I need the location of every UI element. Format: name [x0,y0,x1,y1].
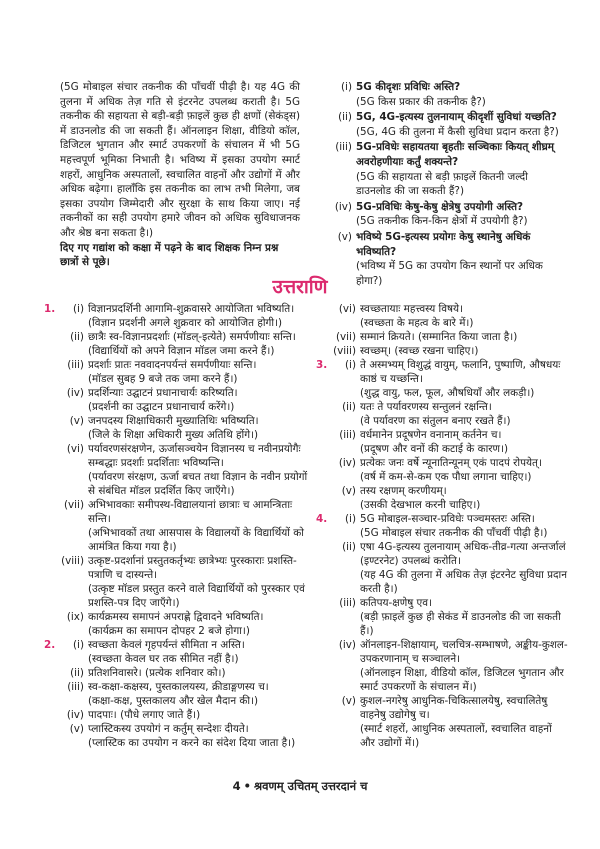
answer-hindi: (स्वच्छता केवल घर तक सीमित नहीं है।) [88,653,239,665]
answer-label: (iii) [339,597,356,609]
answer-body [88,358,308,386]
question-label: (ii) [338,111,352,124]
question-label: (iv) [334,200,352,213]
footer-separator: • [243,779,251,793]
answer-body [88,610,308,638]
answer-label: (iii) [67,359,84,371]
answer-sanskrit: कार्यक्रमस्य समापनं अपराह्णे द्विवादने भविष्यति। [88,611,264,623]
answer-hindi: (अभिभावकों तथा आसपास के विद्यालयों के विद्यार्थियों को आमंत्रित किया गया है।) [88,527,304,553]
answer-hindi: (कक्षा-कक्ष, पुस्तकालय और खेल मैदान की।) [88,695,259,707]
answer-sanskrit: छात्रैः स्व-विज्ञानप्रदर्शाः (मॉडल्-इत्येते) समर्पणीयाः सन्ति। [88,331,296,343]
answer-item [330,428,568,456]
answer-label: (iv) [66,387,84,399]
answers-heading: उत्तराणि [272,276,328,298]
answer-sanskrit: कुशल-नगरेषु आधुनिक-चिकित्सालयेषु, स्वचालितेषु वाहनेषु उद्योगेषु च। [360,695,548,721]
question-sanskrit: भविष्ये 5G-इत्यस्य प्रयोगः केषु स्थानेषु अधिकं भविष्यति? [356,230,531,258]
answer-body [360,358,568,400]
passage [60,80,300,270]
answer-hindi: (शुद्ध वायु, फल, फूल, औषधियाँ और लकड़ी।) [360,387,535,399]
answer-item [330,344,568,358]
answer-body [360,456,568,484]
answer-sanskrit: स्वच्छतायाः महत्त्वस्य विषये। [360,303,463,315]
question-body [356,200,566,229]
answer-item [58,498,308,554]
answer-label: (vi) [66,443,84,455]
question-label: (v) [337,230,352,243]
answer-group-number: 3. [316,359,328,371]
answer-body [360,400,568,428]
answer-sanskrit: प्रदर्शिन्याः उद्घाटनं प्रधानाचार्यः करिष्यति। [88,387,238,399]
answer-sanskrit: प्रत्येकः जनः वर्षे न्यूनातिन्यूनम् एकं पादपं रोपयेत्। [360,457,542,469]
answer-group-number: 2. [44,639,56,651]
question-body [356,110,566,139]
answer-item [330,540,568,596]
answer-label: (ii) [342,401,356,413]
answer-sanskrit: वर्धमानेन प्रदूषणेन वनानाम् कर्तनेन च। [360,429,502,441]
answer-hindi: (बड़ी फ़ाइलें कुछ ही सेकंड में डाउनलोड की जा सकती हैं।) [360,611,561,637]
answer-item [58,666,308,680]
answer-label: (ix) [66,611,84,623]
answer-hindi: (उत्कृष्ट मॉडल प्रस्तुत करने वाले विद्यार्थियों को पुरस्कार एवं प्रशस्ति-पत्र दिए जाएँगे।) [88,583,305,609]
answer-body [88,330,308,358]
answer-label: (v) [69,723,84,735]
answer-body [360,694,568,750]
answer-item [330,330,568,344]
answer-sanskrit: स्वच्छता केवलं गृहपर्यन्तं सीमिता न अस्ति। [88,639,245,651]
question-hindi: (5G, 4G की तुलना में कैसी सुविधा प्रदान करता है?) [356,125,559,138]
question-list [330,80,566,289]
answer-label: (ii) [70,667,84,679]
answers-right-column [316,302,568,750]
answer-hindi: (स्मार्ट शहरों, आधुनिक अस्पतालों, स्वचालित वाहनों और उद्योगों में।) [360,723,552,749]
answer-sanskrit: ते अस्मभ्यम् विशुद्धं वायुम्, फलानि, पुष्पाणि, औषधयः काष्ठं च यच्छन्ति। [360,359,561,385]
answer-item [58,708,308,722]
answer-group [316,358,568,512]
answer-item [330,358,568,400]
answer-item [58,722,308,750]
answer-hindi: (स्वच्छता के महत्व के बारे में।) [360,317,474,329]
question-hindi: (5G की सहायता से बड़ी फ़ाइलें कितनी जल्दी डाउनलोड की जा सकती हैं?) [356,170,528,198]
answer-group-number-spacer [316,302,330,358]
answer-items [330,358,568,512]
passage-text: (5G मोबाइल संचार तकनीक की पाँचवीं पीढ़ी है। यह 4G की तुलना में अधिक तेज़ गति से इंटरनेट उपलब्ध कराती है। 5G तकनीक की सहायता से बड़ी-बड़ी फ़ाइलें कुछ ही क्षणों (सेकंड्स) में डाउनलोड की जा सकती हैं। ऑनलाइन शिक्षा, वीडियो कॉल, डिजिटल भुगतान और स्मार्ट उपकरणों के संचालन में भी 5G महत्त्वपूर्ण भूमिका निभाती है। भविष्य में इसका उपयोग स्मार्ट शहरों, आधुनिक अस्पतालों, स्वचालित वाहनों और उद्योगों में और अधिक बढ़ेगा। हालाँकि इस तकनीक का लाभ तभी मिलेगा, जब इसका उपयोग जिम्मेदारी और सुरक्षा के साथ किया जाए। नई तकनीकों का सही उपयोग हमारे जीवन को अधिक सुविधाजनक और श्रेष्ठ बना सकता है।) [60,81,300,239]
question-sanskrit: 5G-प्रविधिः केषु-केषु क्षेत्रेषु उपयोगी अस्ति? [356,200,524,213]
answer-body [360,638,568,694]
answer-body [88,722,308,750]
answer-item [330,456,568,484]
question-item [330,140,566,198]
answer-item [58,638,308,666]
answer-item [330,638,568,694]
answer-item [58,680,308,708]
answer-sanskrit: अभिभावकाः समीपस्थ-विद्यालयानां छात्राः च आमन्त्रिताः सन्ति। [88,499,293,525]
answer-hindi: (स्वच्छ रखना चाहिए।) [394,345,479,357]
answer-sanskrit: प्लास्टिकस्य उपयोगं न कर्तुम् सन्देशः दीयते। [88,723,249,735]
answer-body [360,344,568,358]
answer-sanskrit: यतः ते पर्यावरणस्य सन्तुलनं रक्षन्ति। [360,401,492,413]
answer-label: (vi) [338,303,356,315]
answer-sanskrit: स्व-कक्षा-कक्षस्य, पुस्तकालयस्य, क्रीडाङ्गणस्य च। [88,681,269,693]
question-hindi: (5G तकनीक किन-किन क्षेत्रों में उपयोगी है?) [356,215,528,228]
answer-item [58,414,308,442]
answer-label: (vii) [335,331,356,343]
question-body [356,140,566,198]
answer-body [360,512,568,540]
answer-items [58,638,308,750]
answer-label: (ii) [70,331,84,343]
answer-label: (v) [341,485,356,497]
chapter-title: श्रवणम् उचितम् उत्तरदानं च [253,779,368,793]
answer-sanskrit: स्वच्छम्। [360,345,392,357]
answer-body [88,708,308,722]
answer-hindi: (ऑनलाइन शिक्षा, वीडियो कॉल, डिजिटल भुगतान और स्मार्ट उपकरणों के संचालन में।) [360,667,564,693]
answer-body [360,330,568,344]
answer-group-continued [316,302,568,358]
answer-sanskrit: सम्मानं क्रियते। [360,331,415,343]
question-label: (iii) [335,141,352,154]
answer-body [360,484,568,512]
answer-hindi: (यह 4G की तुलना में अधिक तेज़ इंटरनेट सुविधा प्रदान करती है।) [360,569,567,595]
answer-hindi: (उसकी देखभाल करनी चाहिए।) [360,499,481,511]
answer-hindi: (कार्यक्रम का समापन दोपहर 2 बजे होगा।) [88,625,250,637]
answer-sanskrit: प्रतिशनिवासरे। [88,667,142,679]
answer-item [58,442,308,498]
answer-body [88,554,308,610]
answer-sanskrit: उत्कृष्ट-प्रदर्शानां प्रस्तुतकर्तृभ्यः छात्रेभ्यः पुरस्काराः प्रशस्ति-पत्राणि च दास्यन्ते। [88,555,297,581]
answer-label: (v) [341,695,356,707]
answer-items [330,512,568,750]
answer-sanskrit: एषा 4G-इत्यस्य तुलनायाम् अधिक-तीव्र-गत्या अन्तर्जालं (इण्टरनेट) उपलब्धं करोति। [360,541,566,567]
answer-body [88,638,308,666]
answer-item [58,358,308,386]
question-item [330,200,566,229]
question-hindi: (5G किस प्रकार की तकनीक है?) [356,95,486,108]
answer-hindi: (वे पर्यावरण का संतुलन बनाए रखते हैं।) [360,415,511,427]
question-item [330,80,566,109]
answer-label: (iii) [339,429,356,441]
answer-item [330,596,568,638]
answer-sanskrit: प्रदर्शाः प्रातः नववादनपर्यन्तं समर्पणीयाः सन्ति। [88,359,257,371]
question-item [330,110,566,139]
answer-label: (i) [73,303,84,315]
answer-label: (v) [69,415,84,427]
answer-hindi: (पर्यावरण संरक्षण, ऊर्जा बचत तथा विज्ञान के नवीन प्रयोगों से संबंधित मॉडल प्रदर्शित किए जाएँगे।) [88,471,308,497]
answer-body [360,596,568,638]
answer-item [58,330,308,358]
answer-group [44,302,308,638]
answer-hindi: (प्रत्येक शनिवार को।) [145,667,226,679]
answer-body [88,498,308,554]
answer-item [330,484,568,512]
answers-left-column [44,302,308,750]
answer-sanskrit: पर्यावरणसंरक्षणेन, ऊर्जासञ्चयेन विज्ञानस्य च नवीनप्रयोगैः सम्बद्धाः प्रदर्शाः प्रदर्शिताः भविष्यन्ति। [88,443,301,469]
answer-sanskrit: कतिपय-क्षणेषु एव। [360,597,433,609]
answer-label: (iii) [67,681,84,693]
question-sanskrit: 5G-प्रविधेः सहायतया बृहतीः सञ्चिकाः कियत् शीघ्रम् अवरोहणीयाः कर्तुं शक्यन्ते? [356,141,554,168]
answer-hindi: (जिले के शिक्षा अधिकारी मुख्य अतिथि होंगे।) [88,429,259,441]
answer-hindi: (मॉडल सुबह 9 बजे तक जमा करने हैं।) [88,373,238,385]
question-sanskrit: 5G कीदृशः प्रविधिः अस्ति? [356,81,461,93]
answer-item [58,386,308,414]
answer-sanskrit: 5G मोबाइल-सञ्चार-प्रविधेः पञ्चमस्तरः अस्ति। [360,513,535,525]
answer-hindi: (विज्ञान प्रदर्शनी अगले शुक्रवार को आयोजित होगी।) [88,317,283,329]
answer-label: (ii) [342,541,356,553]
answer-item [330,694,568,750]
answer-item [58,302,308,330]
answer-sanskrit: विज्ञानप्रदर्शिनी आगामि-शुक्रवासरे आयोजिता भविष्यति। [88,303,295,315]
answer-group [316,512,568,750]
answer-label: (i) [345,359,356,371]
answer-sanskrit: पादपाः। [88,709,117,721]
question-body [356,80,566,109]
answer-items [58,302,308,638]
answer-body [360,540,568,596]
answer-hindi: (प्रदूषण और वनों की कटाई के कारण।) [360,443,509,455]
answer-label: (i) [73,639,84,651]
answer-item [330,400,568,428]
teacher-instruction: दिए गए गद्यांश को कक्षा में पढ़ने के बाद शिक्षक निम्न प्रश्न छात्रों से पूछे। [60,241,279,269]
answer-sanskrit: तस्य रक्षणम् करणीयम्। [360,485,447,497]
answer-label: (iv) [338,457,356,469]
answer-hindi: (वर्ष में कम-से-कम एक पौधा लगाना चाहिए।) [360,471,532,483]
answer-label: (iv) [338,639,356,651]
answer-item [330,512,568,540]
answer-hindi: (पौधे लगाए जाते हैं।) [120,709,201,721]
answer-hindi: (प्रदर्शनी का उद्घाटन प्रधानाचार्य करेंगे।) [88,401,235,413]
answer-label: (i) [345,513,356,525]
answer-item [330,302,568,330]
answer-group-number: 4. [316,513,328,525]
answer-label: (viii) [61,555,84,567]
answer-body [88,386,308,414]
answer-body [88,666,308,680]
answer-item [58,554,308,610]
answer-sanskrit: जनपदस्य शिक्षाधिकारी मुख्यातिथिः भविष्यति। [88,415,259,427]
answer-body [88,414,308,442]
answer-group-number: 1. [44,303,56,315]
answer-hindi: (प्लास्टिक का उपयोग न करने का संदेश दिया जाता है।) [88,737,296,749]
answer-group [44,638,308,750]
answer-body [88,680,308,708]
answer-items [330,302,568,358]
answer-sanskrit: ऑनलाइन-शिक्षायाम्, चलचित्र-सम्भाषणे, अङ्कीय-कुशल-उपकरणानाम् च सञ्चालने। [360,639,568,665]
question-hindi: (भविष्य में 5G का उपयोग किन स्थानों पर अधिक होगा?) [356,260,543,287]
question-label: (i) [341,81,352,93]
answer-item [58,610,308,638]
answer-body [360,302,568,330]
answer-hindi: (सम्मानित किया जाता है।) [417,331,518,343]
answer-label: (vii) [63,499,84,511]
page-footer [0,778,600,794]
answer-hindi: (5G मोबाइल संचार तकनीक की पाँचवीं पीढ़ी है।) [360,527,548,539]
answer-body [88,442,308,498]
answer-label: (viii) [333,345,356,357]
question-sanskrit: 5G, 4G-इत्यस्य तुलनायाम् कीदृशीं सुविधां यच्छति? [356,111,557,124]
answer-label: (iv) [66,709,84,721]
answer-body [360,428,568,456]
page-number: 4 [232,779,241,793]
answer-body [88,302,308,330]
answer-hindi: (विद्यार्थियों को अपने विज्ञान मॉडल जमा करने हैं।) [88,345,275,357]
